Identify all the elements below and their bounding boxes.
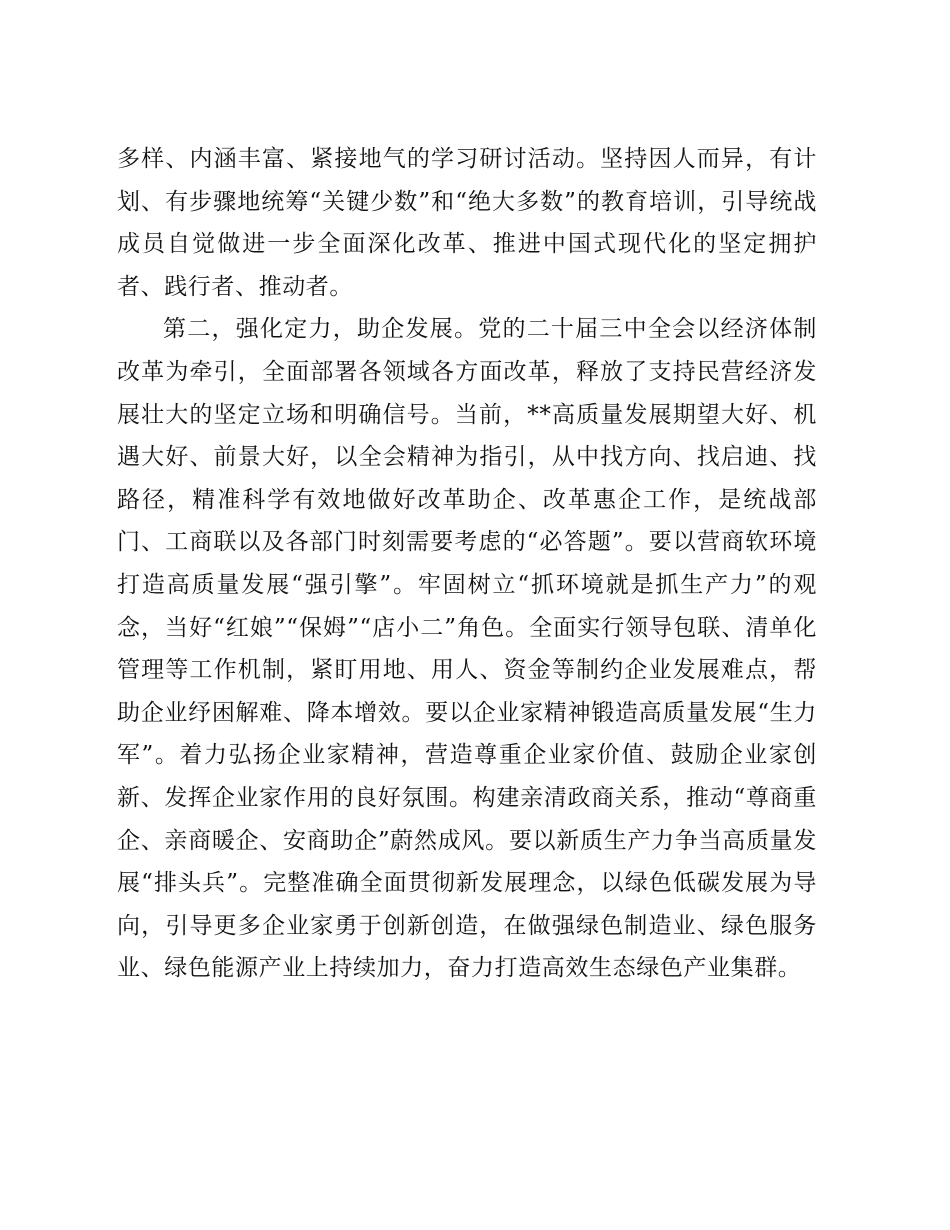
paragraph-continuation: 多样、内涵丰富、紧接地气的学习研讨活动。坚持因人而异，有计划、有步骤地统筹“关键少数”和“绝大多数”的教育培训，引导统战成员自觉做进一步全面深化改革、推进中国式现代化的坚定拥护者、践行者、推动者。 [117, 146, 817, 300]
paragraph-second-point: 第二，强化定力，助企发展。党的二十届三中全会以经济体制改革为牵引，全面部署各领域各方面改革，释放了支持民营经济发展壮大的坚定立场和明确信号。当前，**高质量发展期望大好、机遇大好、前景大好，以全会精神为指引，从中找方向、找启迪、找路径，精准科学有效地做好改革助企、改革惠企工作，是统战部门、工商联以及各部门时刻需要考虑的“必答题”。要以营商软环境打造高质量发展“强引擎”。牢固树立“抓环境就是抓生产力”的观念，当好“红娘”“保姆”“店小二”角色。全面实行领导包联、清单化管理等工作机制，紧盯用地、用人、资金等制约企业发展难点，帮助企业纾困解难、降本增效。要以企业家精神锻造高质量发展“生力军”。着力弘扬企业家精神，营造尊重企业家价值、鼓励企业家创新、发挥企业家作用的良好氛围。构建亲清政商关系，推动“尊商重企、亲商暖企、安商助企”蔚然成风。要以新质生产力争当高质量发展“排头兵”。完整准确全面贯彻新发展理念，以绿色低碳发展为导向，引导更多企业家勇于创新创造，在做强绿色制造业、绿色服务业、绿色能源产业上持续加力，奋力打造高效生态绿色产业集群。 [117, 316, 817, 982]
document-body [117, 138, 817, 990]
